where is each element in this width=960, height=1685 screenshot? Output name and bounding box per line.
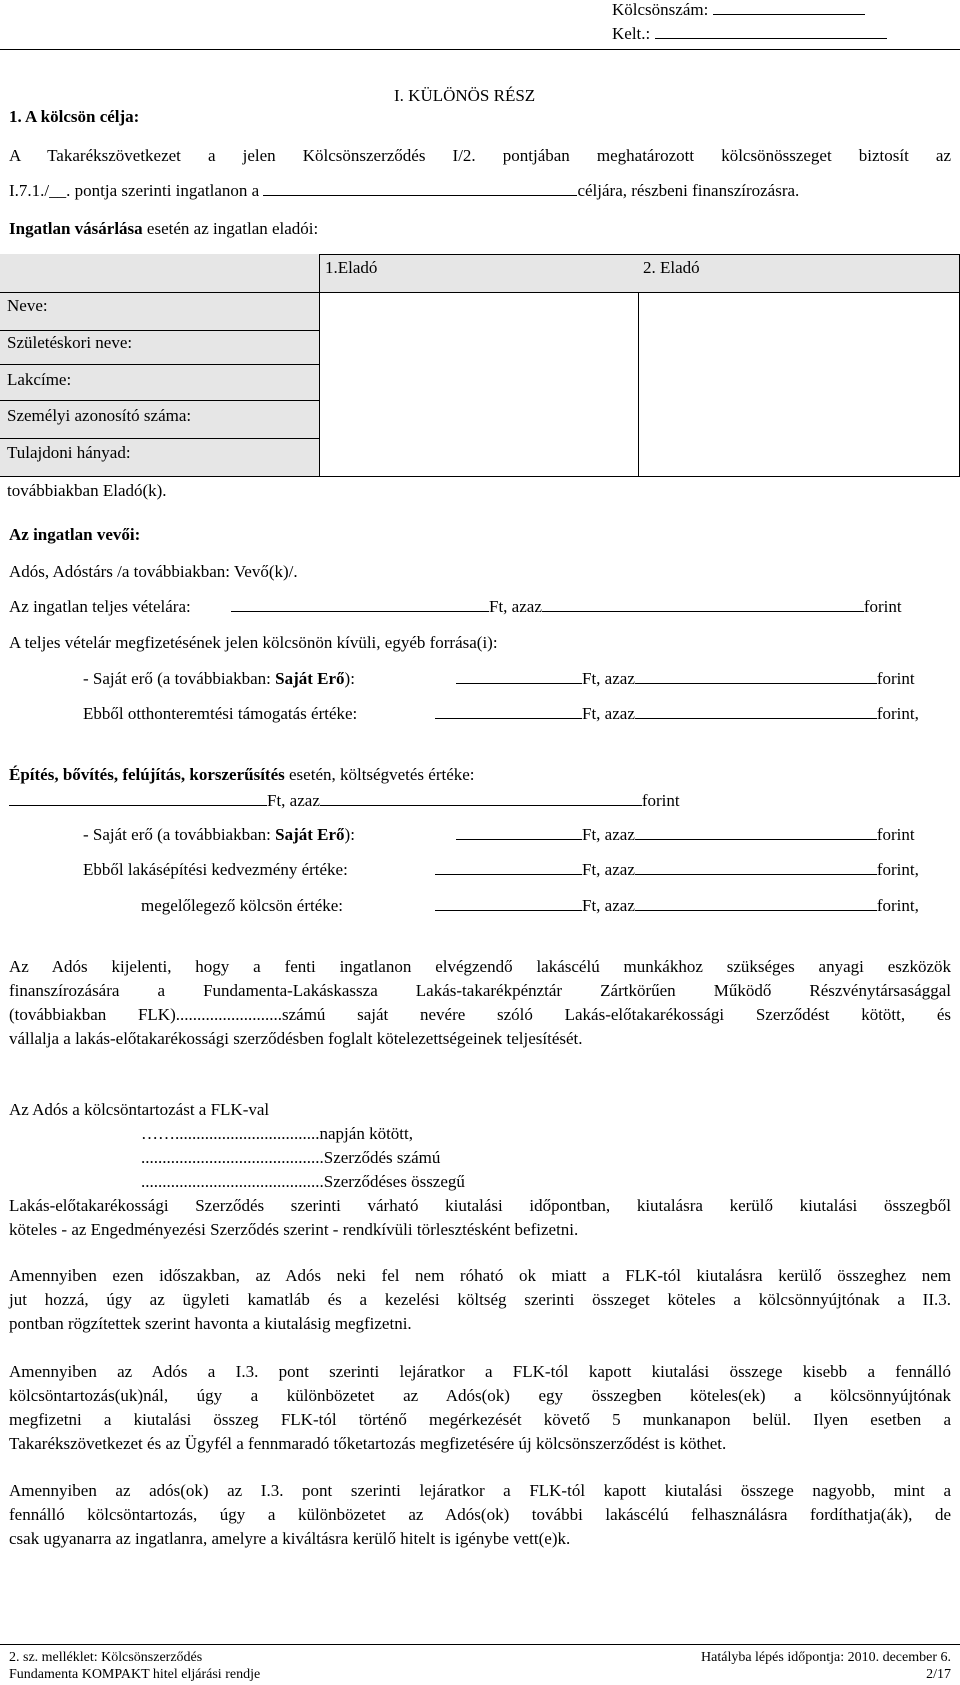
seller-2-header: 2. Eladó [643, 258, 700, 277]
header-rule [0, 49, 960, 50]
loan-number-label: Kölcsönszám: [612, 0, 709, 19]
row-share-label: Tulajdoni hányad: [7, 443, 131, 462]
para2-line-4: Takarékszövetkezet és az Ügyfél a fennmaradó tőketartozás megfizetésére új kölcsönszerződést is köthet. [9, 1434, 727, 1453]
section-title: I. KÜLÖNÖS RÉSZ [394, 86, 536, 105]
para3-line-1: Amennyiben az adós(ok) az I.3. pont szerinti lejáratkor a FLK-tól kapott kiutalási összege nagyobb, mint a [9, 1481, 951, 1500]
row-birthname-label: Születéskori neve: [7, 333, 133, 352]
para3-line-3: csak ugyanarra az ingatlanra, amelyre a kiváltásra kerülő hitelt is igénybe vett(e)k. [9, 1529, 571, 1548]
advance-amount-blank[interactable] [435, 897, 582, 911]
debt-contract-number-line[interactable]: ...........................................Szerződés számú [141, 1148, 441, 1167]
sellers-intro-bold: Ingatlan vásárlása [9, 219, 143, 238]
build-heading-rest: esetén, költségvetés értéke: [289, 765, 475, 784]
subsidy-label: Ebből otthonteremtési támogatás értéke: [83, 704, 358, 723]
table-rule [0, 330, 319, 331]
buyers-text: Adós, Adóstárs /a továbbiakban: Vevő(k)/. [9, 562, 298, 581]
debt-intro: Az Adós a kölcsöntartozást a FLK-val [9, 1100, 270, 1119]
price-label: Az ingatlan teljes vételára: [9, 597, 191, 616]
price-words-blank[interactable] [542, 598, 864, 612]
discount-ft: Ft, azaz [582, 860, 635, 879]
build-heading [9, 765, 475, 785]
price-amount-blank[interactable] [231, 598, 489, 612]
build-own-forint: forint [876, 825, 915, 844]
para2-line-2: kölcsöntartozás(uk)nál, úgy a különbözetet az Adós(ok) egy összegben köteles(ek) a kölcsönnyújtónak [9, 1386, 951, 1405]
build-heading-bold: Építés, bővítés, felújítás, korszerűsítés [9, 765, 285, 784]
table-rule [0, 400, 319, 401]
footer-left-1: 2. sz. melléklet: Kölcsönszerződés [9, 1650, 203, 1665]
advance-row [435, 896, 919, 916]
purpose-heading: 1. A kölcsön célja: [9, 107, 140, 126]
footer-left-2: Fundamenta KOMPAKT hitel eljárási rendje [9, 1667, 261, 1682]
own-funds-label [83, 669, 355, 689]
build-own-suffix: ): [344, 825, 355, 844]
subsidy-amount-blank[interactable] [435, 705, 582, 719]
row-id-label: Személyi azonosító száma: [7, 406, 192, 425]
sellers-header-row [319, 254, 960, 292]
discount-amount-blank[interactable] [435, 861, 582, 875]
declaration-line-2: finanszírozására a Fundamenta-Lakáskassza Lakás-takarékpénztár Zártkörűen Működő Részvénytársasággal [9, 981, 951, 1000]
date-label: Kelt.: [612, 24, 651, 43]
loan-number-blank[interactable] [713, 1, 865, 15]
sources-intro: A teljes vételár megfizetésének jelen kölcsönön kívüli, egyéb forrása(i): [9, 633, 498, 652]
own-funds-row [456, 669, 915, 689]
own-funds-prefix: - Saját erő (a továbbiakban: [83, 669, 271, 688]
seller-1-cell[interactable] [319, 292, 639, 477]
discount-words-blank[interactable] [635, 861, 877, 875]
debt-line-1: Lakás-előtakarékossági Szerződés szerinti várható kiutalási időpontban, kiutalásra kerülő kiutalási összegből [9, 1196, 951, 1215]
declaration-line-4: vállalja a lakás-előtakarékossági szerződésben foglalt kötelezettségeinek teljesítését. [9, 1029, 583, 1048]
advance-label: megelőlegező kölcsön értéke: [141, 896, 344, 915]
purpose-line-2a: I.7.1./__. pontja szerinti ingatlanon a [9, 181, 260, 200]
build-cost-row [9, 791, 680, 811]
build-own-row [456, 825, 915, 845]
purpose-blank[interactable] [263, 182, 577, 196]
table-rule [319, 254, 960, 255]
para1-line-2: jut hozzá, úgy az ügyleti kamatláb és a kezelési költség szerinti összeget köteles a kölcsönnyújtónak a II.3. [9, 1290, 951, 1309]
date-blank[interactable] [655, 25, 887, 39]
build-cost-forint: forint [641, 791, 680, 810]
advance-forint: forint, [876, 896, 919, 915]
page-number: 2/17 [926, 1667, 951, 1682]
seller-2-cell[interactable] [638, 292, 960, 477]
price-row [231, 597, 902, 617]
para2-line-1: Amennyiben az Adós a I.3. pont szerinti lejáratkor a FLK-tól kapott kiutalási összege kisebb a fennálló [9, 1362, 951, 1381]
debt-date-line[interactable]: ……..................................napján kötött, [141, 1124, 413, 1143]
build-own-ft: Ft, azaz [582, 825, 635, 844]
sellers-footer: továbbiakban Eladó(k). [7, 481, 167, 500]
build-cost-ft: Ft, azaz [267, 791, 320, 810]
own-funds-words-blank[interactable] [635, 670, 877, 684]
own-funds-ft: Ft, azaz [582, 669, 635, 688]
footer-right-1: Hatályba lépés időpontja: 2010. december 6. [701, 1650, 951, 1665]
sellers-intro [9, 219, 318, 239]
build-own-words-blank[interactable] [635, 826, 877, 840]
advance-ft: Ft, azaz [582, 896, 635, 915]
table-rule [0, 476, 319, 477]
buyers-heading: Az ingatlan vevői: [9, 525, 141, 544]
build-own-bold: Saját Erő [275, 825, 345, 844]
declaration-line-1: Az Adós kijelenti, hogy a fenti ingatlanon elvégzendő lakáscélú munkákhoz szükséges anyagi eszközök [9, 957, 951, 976]
para1-line-3: pontban rögzítettek szerint havonta a kiutalásig megfizetni. [9, 1314, 412, 1333]
table-rule [0, 438, 319, 439]
own-funds-forint: forint [876, 669, 915, 688]
loan-number-field [612, 0, 865, 20]
subsidy-words-blank[interactable] [635, 705, 877, 719]
purpose-line-2b: céljára, részbeni finanszírozásra. [577, 181, 800, 200]
subsidy-row [435, 704, 919, 724]
purpose-line-2 [9, 181, 799, 201]
date-field [612, 24, 887, 44]
build-own-amount-blank[interactable] [456, 826, 582, 840]
build-cost-amount-blank[interactable] [9, 792, 267, 806]
subsidy-ft: Ft, azaz [582, 704, 635, 723]
own-funds-amount-blank[interactable] [456, 670, 582, 684]
discount-forint: forint, [876, 860, 919, 879]
price-ft: Ft, azaz [489, 597, 542, 616]
row-address-label: Lakcíme: [7, 370, 72, 389]
para2-line-3: megfizetni a kiutalási összeg FLK-tól történő megérkezését követő 5 munkanapon belül. Ilyen esetben a [9, 1410, 951, 1429]
seller-1-header: 1.Eladó [325, 258, 378, 277]
purpose-line-1: A Takarékszövetkezet a jelen Kölcsönszerződés I/2. pontjában meghatározott kölcsönösszeget biztosít az [9, 146, 951, 165]
build-own-funds-label [83, 825, 355, 845]
sellers-intro-rest: esetén az ingatlan eladói: [146, 219, 319, 238]
table-rule [319, 254, 320, 292]
price-forint: forint [863, 597, 902, 616]
row-name-label: Neve: [7, 296, 48, 315]
para3-line-2: fennálló kölcsöntartozás, úgy a különbözetet az Adós(ok) további lakáscélú felhasználásra fordíthatja(ák), de [9, 1505, 951, 1524]
declaration-line-3: (továbbiakban FLK).........................számú saját nevére szóló Lakás-előtakarékossági Szerződést kötött, és [9, 1005, 951, 1024]
para1-line-1: Amennyiben ezen időszakban, az Adós neki fel nem róható ok miatt a FLK-tól kiutalásra kerülő összeghez nem [9, 1266, 951, 1285]
advance-words-blank[interactable] [635, 897, 877, 911]
subsidy-forint: forint, [876, 704, 919, 723]
own-funds-bold: Saját Erő [275, 669, 345, 688]
discount-label: Ebből lakásépítési kedvezmény értéke: [83, 860, 348, 879]
debt-line-2: köteles - az Engedményezési Szerződés szerint - rendkívüli törlesztésként befizetni. [9, 1220, 579, 1239]
debt-contract-amount-line[interactable]: ...........................................Szerződéses összegű [141, 1172, 465, 1191]
table-rule [0, 292, 319, 293]
own-funds-suffix: ): [344, 669, 355, 688]
table-rule [0, 364, 319, 365]
footer-rule [0, 1644, 960, 1645]
build-cost-words-blank[interactable] [320, 792, 642, 806]
discount-row [435, 860, 919, 880]
build-own-prefix: - Saját erő (a továbbiakban: [83, 825, 271, 844]
